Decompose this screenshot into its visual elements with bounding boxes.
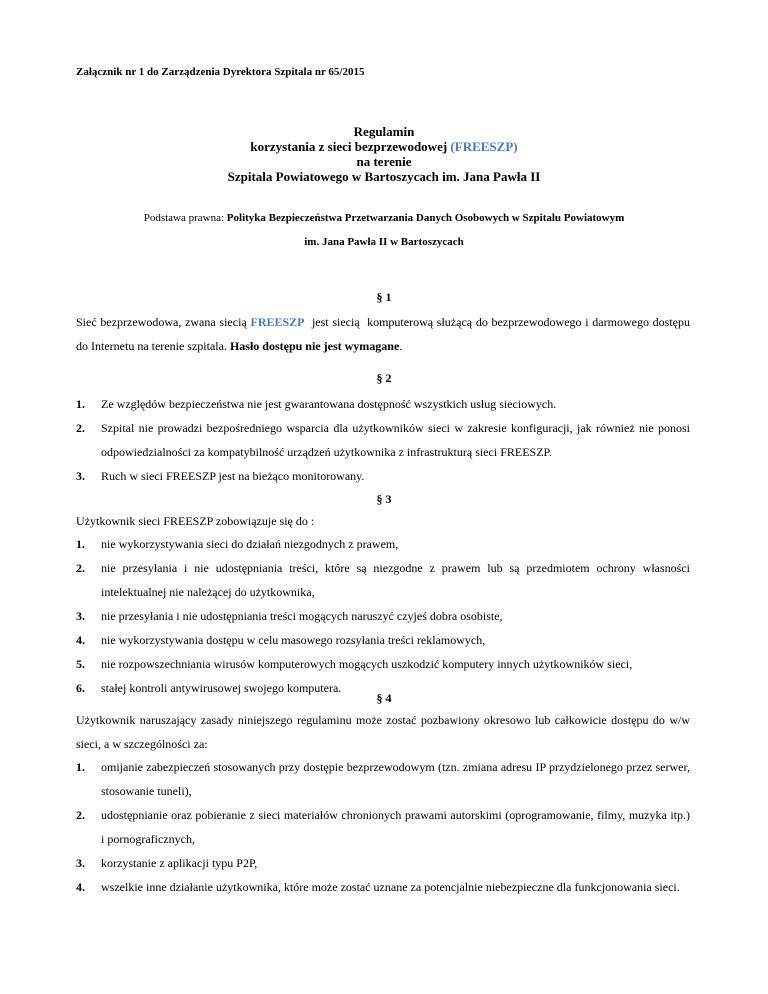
list-item [76, 392, 690, 416]
list-item-text: Ze względów bezpieczeństwa nie jest gwarantowana dostępność wszystkich usług sieciowych. [101, 397, 557, 411]
list-item [76, 628, 690, 652]
list-item-text: Ruch w sieci FREESZP jest na bieżąco monitorowany. [101, 469, 365, 483]
s1-text-mid: jest siecią komputerową służącą do bezprzewodowego i darmowego dostępu do Internetu na terenie szpitala. [76, 315, 693, 353]
list-item-text: nie przesyłania i nie udostępniania treści, które są niezgodne z prawem lub są przedmiotem ochrony własności intelektualnej nie należącej do użytkownika, [101, 561, 690, 599]
list-item [76, 464, 690, 488]
list-item-number: 2. [76, 561, 85, 575]
list-item-text: nie przesyłania i nie udostępniania treści mogących naruszyć czyjeś dobra osobiste, [101, 609, 503, 623]
title-line-1: Regulamin [353, 124, 415, 139]
section-1-heading: § 1 [376, 290, 392, 304]
list-item-number: 5. [76, 657, 85, 671]
list-item-number: 3. [76, 469, 85, 483]
list-item-text: nie rozpowszechniania wirusów komputerowych mogących uszkodzić komputery innych użytkowników sieci, [101, 657, 633, 671]
list-item [76, 532, 690, 556]
annex-header: Załącznik nr 1 do Zarządzenia Dyrektora Szpitala nr 65/2015 [76, 66, 365, 78]
document-title [0, 124, 768, 184]
list-item [76, 851, 690, 875]
title-network-name: (FREESZP) [450, 139, 518, 154]
title-line-3: na terenie [356, 154, 412, 169]
legal-basis-label: Podstawa prawna: [143, 212, 227, 224]
legal-basis [0, 206, 768, 254]
legal-basis-policy: Polityka Bezpieczeństwa Przetwarzania Danych Osobowych w Szpitalu Powiatowym [226, 212, 625, 224]
section-3-list [76, 532, 690, 700]
list-item [76, 652, 690, 676]
legal-basis-line-1 [0, 206, 768, 230]
list-item-text: Szpital nie prowadzi bezpośredniego wsparcia dla użytkowników sieci w zakresie konfiguracji, jak również nie ponosi odpowiedzialności za kompatybilność urządzeń użytkownika z infrastrukturą sieci FREESZP. [101, 421, 690, 459]
section-4-list [76, 755, 690, 899]
legal-basis-policy-cont: im. Jana Pawła II w Bartoszycach [304, 236, 464, 248]
list-item [76, 755, 690, 803]
list-item-text: udostępnianie oraz pobieranie z sieci materiałów chronionych prawami autorskimi (oprogramowanie, filmy, muzyka itp.) i pornograficznych, [101, 808, 690, 846]
section-3-heading: § 3 [376, 492, 392, 506]
s1-network-name: FREESZP [250, 315, 305, 329]
list-item-text: omijanie zabezpieczeń stosowanych przy dostępie bezprzewodowym (tzn. zmiana adresu IP przydzielonego przez serwer, stosowanie tuneli), [101, 760, 690, 798]
section-4-intro: Użytkownik naruszający zasady niniejszego regulaminu może zostać pozbawiony okresowo lub całkowicie dostępu do w/w sieci, a w szczególności za: [76, 713, 690, 751]
section-1-text [76, 310, 693, 358]
list-item-number: 1. [76, 397, 85, 411]
section-3-intro: Użytkownik sieci FREESZP zobowiązuje się do : [76, 514, 315, 528]
list-item-number: 2. [76, 808, 85, 822]
section-2-heading: § 2 [376, 371, 392, 385]
list-item [76, 604, 690, 628]
s1-text-end: . [399, 339, 403, 353]
list-item [76, 556, 690, 604]
list-item-text: wszelkie inne działanie użytkownika, które może zostać uznane za potencjalnie niebezpieczne dla funkcjonowania sieci. [101, 880, 680, 894]
list-item-number: 2. [76, 421, 85, 435]
list-item-number: 4. [76, 633, 85, 647]
list-item [76, 875, 690, 899]
section-4-heading: § 4 [376, 691, 392, 705]
s1-text-pre: Sieć bezprzewodowa, zwana siecią [76, 315, 251, 329]
list-item [76, 416, 690, 464]
s1-password-note: Hasło dostępu nie jest wymagane [229, 339, 400, 353]
list-item-text: nie wykorzystywania sieci do działań niezgodnych z prawem, [101, 537, 399, 551]
list-item-number: 6. [76, 681, 85, 695]
list-item-number: 1. [76, 760, 85, 774]
legal-basis-line-2 [0, 230, 768, 254]
section-2-list [76, 392, 690, 488]
list-item-text: stałej kontroli antywirusowej swojego komputera. [101, 681, 342, 695]
list-item-number: 3. [76, 609, 85, 623]
title-line-4: Szpitala Powiatowego w Bartoszycach im. Jana Pawła II [227, 169, 541, 184]
list-item-number: 4. [76, 880, 85, 894]
list-item-number: 1. [76, 537, 85, 551]
title-line-2-text: korzystania z sieci bezprzewodowej [250, 139, 451, 154]
list-item-number: 3. [76, 856, 85, 870]
list-item [76, 803, 690, 851]
list-item-text: korzystanie z aplikacji typu P2P, [101, 856, 258, 870]
list-item-text: nie wykorzystywania dostępu w celu masowego rozsyłania treści reklamowych, [101, 633, 486, 647]
title-line-2 [0, 139, 768, 154]
